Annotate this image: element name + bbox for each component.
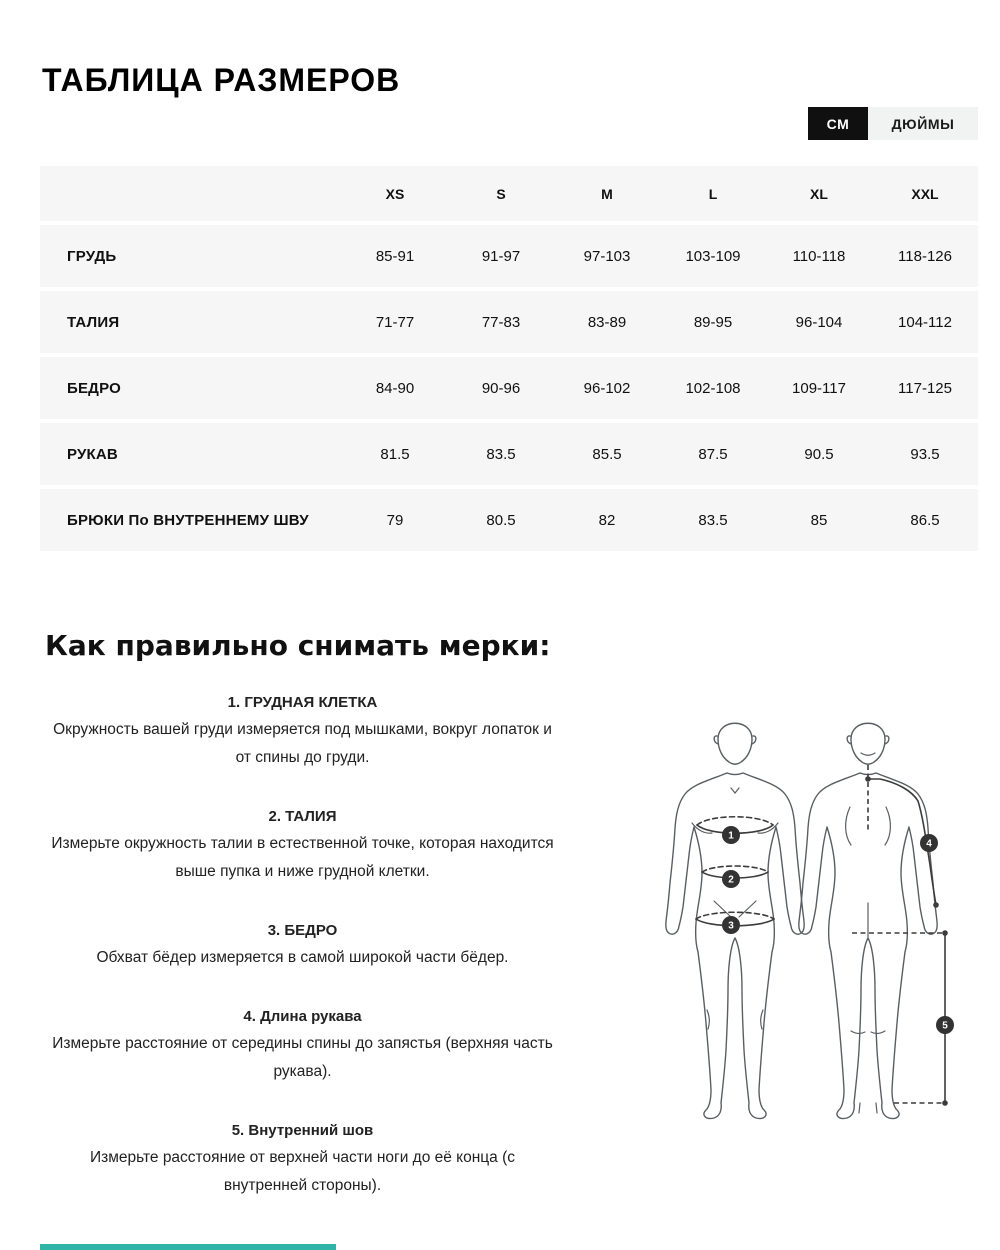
size-value: 83-89	[587, 313, 627, 331]
size-value: 85-91	[375, 247, 415, 265]
marker-5	[936, 1016, 954, 1034]
inseam-measure-line	[852, 930, 948, 1106]
measurement-figures-svg	[630, 695, 990, 1125]
guide-heading: Как правильно снимать мерки:	[45, 629, 551, 662]
size-value: 82	[598, 511, 616, 529]
svg-text:3: 3	[728, 920, 734, 932]
column-header: S	[496, 185, 506, 202]
size-table	[40, 166, 978, 555]
size-value: 110-118	[792, 247, 846, 265]
marker-3	[722, 916, 740, 934]
step-title: 3. БЕДРО	[267, 922, 338, 939]
column-header: XL	[810, 185, 828, 202]
column-header: XS	[385, 185, 405, 202]
size-value: 81.5	[380, 445, 410, 463]
size-value: 109-117	[792, 379, 846, 397]
row-label: ГРУДЬ	[67, 247, 117, 265]
size-value: 77-83	[481, 313, 521, 331]
size-value: 86.5	[910, 511, 940, 529]
step-title: 1. ГРУДНАЯ КЛЕТКА	[227, 694, 378, 711]
step-text: Измерьте окружность талии в естественной точке, которая находится выше пупка и ниже грудной клетки.	[51, 835, 554, 880]
row-label: БРЮКИ По ВНУТРЕННЕМУ ШВУ	[67, 511, 309, 529]
svg-text:2: 2	[728, 874, 734, 886]
step-text: Измерьте расстояние от середины спины до запястья (верхняя часть рукава).	[52, 1035, 553, 1080]
size-value: 93.5	[910, 445, 940, 463]
size-value: 85	[810, 511, 828, 529]
step-text: Измерьте расстояние от верхней части ноги до её конца (с внутренней стороны).	[89, 1149, 516, 1194]
table-header-row	[40, 166, 978, 221]
size-value: 103-109	[685, 247, 741, 265]
step-title: 4. Длина рукава	[243, 1008, 362, 1025]
front-figure	[666, 723, 804, 1118]
step-text: Обхват бёдер измеряется в самой широкой части бёдер.	[96, 949, 509, 966]
table-row	[40, 423, 978, 485]
size-value: 90-96	[481, 379, 521, 397]
table-row	[40, 291, 978, 353]
guide-step	[50, 1004, 555, 1086]
guide-step	[50, 918, 555, 972]
column-header: XXL	[911, 185, 939, 202]
step-title: 2. ТАЛИЯ	[268, 808, 337, 825]
size-value: 104-112	[898, 313, 952, 331]
guide-step	[50, 804, 555, 886]
marker-2	[722, 870, 740, 888]
svg-text:4: 4	[926, 838, 932, 850]
page-title: ТАБЛИЦА РАЗМЕРОВ	[42, 62, 401, 98]
size-value: 102-108	[685, 379, 741, 397]
inches-button[interactable]: ДЮЙМЫ	[868, 107, 978, 140]
step-text: Окружность вашей груди измеряется под мышками, вокруг лопаток и от спины до груди.	[53, 721, 552, 766]
partial-button-edge[interactable]	[40, 1244, 336, 1250]
marker-1	[722, 826, 740, 844]
size-value: 91-97	[481, 247, 521, 265]
svg-text:5: 5	[942, 1020, 948, 1032]
size-value: 97-103	[583, 247, 631, 265]
row-label: ТАЛИЯ	[67, 313, 120, 331]
row-label: БЕДРО	[67, 379, 121, 397]
size-value: 79	[386, 511, 404, 529]
size-value: 71-77	[375, 313, 415, 331]
table-row	[40, 489, 978, 551]
column-header: L	[708, 185, 718, 202]
size-value: 117-125	[898, 379, 952, 397]
svg-text:1: 1	[728, 830, 734, 842]
size-value: 90.5	[804, 445, 834, 463]
size-value: 80.5	[486, 511, 516, 529]
size-value: 83.5	[486, 445, 516, 463]
size-value: 96-104	[795, 313, 843, 331]
guide-step	[50, 690, 555, 772]
size-value: 84-90	[375, 379, 415, 397]
unit-toggle	[808, 107, 978, 140]
size-value: 118-126	[898, 247, 952, 265]
column-header: M	[601, 185, 613, 202]
table-row	[40, 357, 978, 419]
size-value: 96-102	[583, 379, 631, 397]
step-title: 5. Внутренний шов	[231, 1122, 374, 1139]
size-value: 85.5	[592, 445, 622, 463]
guide-step	[50, 1118, 555, 1200]
size-value: 83.5	[698, 511, 728, 529]
body-measurement-diagram	[630, 695, 990, 1125]
marker-4	[920, 834, 938, 852]
table-row	[40, 225, 978, 287]
row-label: РУКАВ	[67, 445, 118, 463]
cm-button[interactable]: СМ	[808, 107, 868, 140]
size-value: 89-95	[693, 313, 733, 331]
size-value: 87.5	[698, 445, 728, 463]
guide-steps	[50, 690, 555, 1232]
back-figure	[799, 723, 954, 1118]
